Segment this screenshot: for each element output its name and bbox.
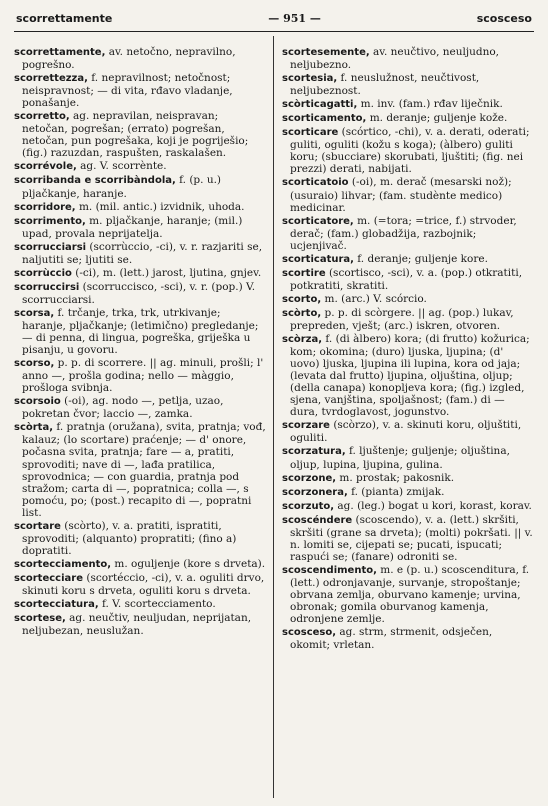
entry-headword: scorso, <box>14 358 55 370</box>
entry-headword: scorticare <box>282 127 339 139</box>
entry-definition: (scortisco, -sci), v. a. (pop.) otkratiti, potkratiti, skratiti. <box>290 266 523 292</box>
dictionary-entry <box>14 110 266 159</box>
entry-headword: scoscéndere <box>282 514 353 526</box>
entry-definition: av. neučtivo, neuljudno, neljubezno. <box>290 46 500 72</box>
entry-definition: (scórtico, -chi), v. a. derati, oderati; guliti, oguliti (kožu s koga); (àlbero) guliti koru; (sbucciare) skorubati, ljuštiti; (fig. nei prezzi) derati, nabijati. <box>290 126 530 176</box>
dictionary-entry <box>282 472 534 485</box>
entry-definition: p. p. di scòrgere. || ag. (pop.) lukav, prepreden, vješt; (arc.) iskren, otvoren. <box>290 306 514 332</box>
entry-definition: (scòrzo), v. a. skinuti koru, oljuštiti, oguliti. <box>290 419 522 445</box>
dictionary-entry <box>282 445 534 470</box>
dictionary-entry <box>282 486 534 499</box>
dictionary-entry <box>14 46 266 71</box>
entry-headword: scorsa, <box>14 307 55 319</box>
header-left-word: scorrettamente <box>16 12 113 25</box>
entry-definition: f. trčanje, trka, trk, utrkivanje; haranje, pljačkanje; (letimično) pregledanje; — di penna, di lingua, pogreška, griješka u pisanju, u govoru. <box>22 306 259 357</box>
entry-headword: scòrta, <box>14 422 54 434</box>
dictionary-entry <box>282 500 534 513</box>
right-column <box>282 46 534 806</box>
page-header <box>14 12 534 32</box>
dictionary-entry <box>282 112 534 125</box>
entry-definition: p. p. di scorrere. || ag. minuli, prošli; l' anno —, prošla godina; nello — màggio, prošloga svibnja. <box>22 357 264 395</box>
entry-headword: scorruccirsi <box>14 281 80 293</box>
dictionary-entry <box>282 564 534 625</box>
entry-definition: (scòrto), v. a. pratiti, ispratiti, sprovoditi; (alquanto) propratiti; (fino a) dopratiti. <box>22 519 237 557</box>
entry-definition: m. (=tora; =trice, f.) strvoder, derač; (fam.) globadžija, razbojnik; ucjenjivač. <box>290 214 517 252</box>
entry-definition: (scorrùccio, -ci), v. r. razjariti se, naljutiti se; ljutiti se. <box>22 240 263 266</box>
entry-headword: scosceso, <box>282 627 337 639</box>
entry-headword: scòrto, <box>282 307 322 319</box>
entry-headword: scorticatoio <box>282 177 349 189</box>
dictionary-entry <box>14 160 266 173</box>
entry-definition: m. inv. (fam.) rđav liječnik. <box>360 98 503 111</box>
dictionary-entry <box>14 72 266 109</box>
entry-definition: ag. neučtiv, neuljudan, neprijatan, neljubezan, neuslužan. <box>22 612 252 638</box>
entry-definition: f. ljuštenje; guljenje; oljuština, oljup, lupina, ljupina, gulina. <box>290 445 510 471</box>
dictionary-entry <box>282 267 534 292</box>
entry-definition: ag. (leg.) bogat u kori, korast, korav. <box>337 499 532 512</box>
entry-headword: scorrévole, <box>14 161 77 173</box>
entry-definition: f. deranje; guljenje kore. <box>357 252 488 265</box>
entry-headword: scorribanda e scorribàndola, <box>14 175 176 187</box>
entry-headword: scòrticagatti, <box>282 99 358 111</box>
dictionary-entry <box>282 72 534 97</box>
entry-headword: scorrimento, <box>14 215 86 227</box>
entry-headword: scorridore, <box>14 201 76 213</box>
entry-headword: scorzare <box>282 420 330 432</box>
entry-definition: ag. nepravilan, neispravan; netočan, pogrešan; (errato) pogrešan, netočan, pun pogrešaka, koji je pogriješio; (fig.) razuzdan, raspušten, raskalašen. <box>22 110 249 160</box>
entry-headword: scortare <box>14 520 61 532</box>
entry-headword: scortecciatura, <box>14 599 99 611</box>
entry-headword: scorrettamente, <box>14 47 106 58</box>
entry-headword: scorto, <box>282 293 322 305</box>
dictionary-entry <box>14 395 266 420</box>
column-divider <box>273 36 274 798</box>
entry-headword: scorzonera, <box>282 486 348 498</box>
entry-definition: f. nepravilnost; netočnost; neispravnost; — di vita, rđavo vladanje, ponašanje. <box>22 72 233 110</box>
dictionary-entry <box>14 281 266 306</box>
entry-definition: f. (di àlbero) kora; (di frutto) kožurica; kom; okomina; (duro) ljuska, ljupina; (d' uovo) ljuska, ljupina ili lupina, kora od jaja; (levata dal frutto) ljupina, oljuština, oljup; (della canapa) konopljeva kora; (fig.) izgled, sjena, vanjština, spoljašnost; (fam.) di — dura, tvrdoglavost, jogunstvo. <box>290 333 530 419</box>
entry-definition: (-oi), ag. nodo —, petlja, uzao, pokretan čvor; laccio —, zamka. <box>22 395 224 421</box>
entry-headword: scorretto, <box>14 111 70 123</box>
dictionary-entry <box>14 201 266 214</box>
dictionary-entry <box>14 598 266 611</box>
entry-headword: scorticamento, <box>282 113 367 125</box>
dictionary-entry <box>14 215 266 240</box>
entry-definition: f. V. scortecciamento. <box>102 598 216 611</box>
entry-definition: (scortéccio, -ci), v. a. oguliti drvo, skinuti koru s drveta, oguliti koru s drveta. <box>22 571 265 597</box>
dictionary-entry <box>282 253 534 266</box>
entry-headword: scorrettezza, <box>14 73 88 85</box>
columns <box>14 46 534 806</box>
entry-definition: (-ci), m. (lett.) jarost, ljutina, gnjev. <box>75 266 262 279</box>
entry-headword: scorzuto, <box>282 500 335 512</box>
dictionary-entry <box>282 307 534 332</box>
entry-headword: scortire <box>282 267 326 279</box>
entry-headword: scorrùccio <box>14 267 72 279</box>
dictionary-entry <box>14 612 266 637</box>
entry-headword: scorzatura, <box>282 446 346 458</box>
entry-definition: f. (pianta) zmijak. <box>351 485 445 498</box>
entry-headword: scoscendimento, <box>282 564 377 576</box>
dictionary-entry <box>14 421 266 518</box>
entry-definition: m. oguljenje (kore s drveta). <box>114 557 266 570</box>
entry-definition: m. pljačkanje, haranje; (mil.) upad, provala neprijatelja. <box>22 214 243 240</box>
entry-definition: ag. V. scorrènte. <box>80 160 167 173</box>
entry-definition: m. prostak; pakosnik. <box>339 471 455 484</box>
entry-headword: scortecciare <box>14 572 83 584</box>
entry-definition: f. (p. u.) pljačkanje, haranje. <box>22 174 222 200</box>
dictionary-entry <box>282 626 534 651</box>
entry-headword: scorticatura, <box>282 253 354 265</box>
dictionary-entry <box>14 572 266 597</box>
entry-definition: (scoscendo), v. a. (lett.) skršiti, skršiti (grane sa drveta); (molti) pokršati. || v. n. lomiti se, cijepati se; pucati, ispucati; raspući se; (fanare) odroniti se. <box>290 513 533 563</box>
dictionary-entry <box>282 46 534 71</box>
page-number: — 951 — <box>268 12 321 25</box>
entry-headword: scorzone, <box>282 472 337 484</box>
dictionary-entry <box>14 241 266 266</box>
dictionary-entry <box>14 558 266 571</box>
dictionary-entry <box>282 514 534 563</box>
dictionary-entry <box>282 98 534 111</box>
entry-definition: ag. strm, strmenit, odsječen, okomit; vrletan. <box>290 626 493 652</box>
entry-definition: m. deranje; guljenje kože. <box>369 112 508 125</box>
entry-definition: (scorruccisco, -sci), v. r. (pop.) V. scorrucciarsi. <box>22 280 256 306</box>
entry-definition: av. netočno, nepravilno, pogrešno. <box>22 46 236 72</box>
entry-headword: scortecciamento, <box>14 558 112 570</box>
dictionary-entry <box>14 307 266 356</box>
dictionary-entry <box>14 174 266 199</box>
dictionary-entry <box>14 357 266 394</box>
dictionary-entry <box>14 267 266 280</box>
dictionary-entry <box>282 176 534 213</box>
dictionary-entry <box>282 215 534 252</box>
dictionary-entry <box>282 333 534 418</box>
entry-definition: m. (arc.) V. scórcio. <box>324 292 427 305</box>
entry-headword: scortesia, <box>282 73 338 85</box>
header-right-word: scosceso <box>476 12 532 25</box>
dictionary-entry <box>282 293 534 306</box>
entry-headword: scorticatore, <box>282 215 354 227</box>
entry-definition: f. neuslužnost, neučtivost, neljubeznost. <box>290 72 480 98</box>
entry-headword: scòrza, <box>282 334 323 346</box>
entry-definition: m. e (p. u.) scoscenditura, f. (lett.) odronjavanje, survanje, stropoštanje; obrvana zemlja, oburvano kamenje; urvina, obronak; gomila oburvanog kamenja, odronjene zemlje. <box>290 563 530 626</box>
entry-definition: m. (mil. antic.) izvidnik, uhoda. <box>78 200 245 213</box>
entry-definition: (-oi), m. derač (mesarski nož); (usuraio) lihvar; (fam. studènte medico) medicinar. <box>290 176 512 214</box>
entry-headword: scorsoio <box>14 396 61 408</box>
entry-headword: scortese, <box>14 613 66 625</box>
entry-definition: f. pratnja (oružana), svita, pratnja; vođ, kalauz; (lo scortare) praćenje; — d' onore, počasna svita, pratnja; fare — a, pratiti, sprovoditi; nave di —, lađa pratilica, sprovodnica; — con guardia, pratnja pod stražom; carta di —, popratnica; colla —, s pomoću, po; (post.) recapito di —, popratni list. <box>22 421 266 519</box>
entry-headword: scorrucciarsi <box>14 241 87 253</box>
dictionary-entry <box>282 419 534 444</box>
left-column <box>14 46 266 806</box>
dictionary-entry <box>14 520 266 557</box>
dictionary-entry <box>282 126 534 175</box>
entry-headword: scortesemente, <box>282 47 370 58</box>
